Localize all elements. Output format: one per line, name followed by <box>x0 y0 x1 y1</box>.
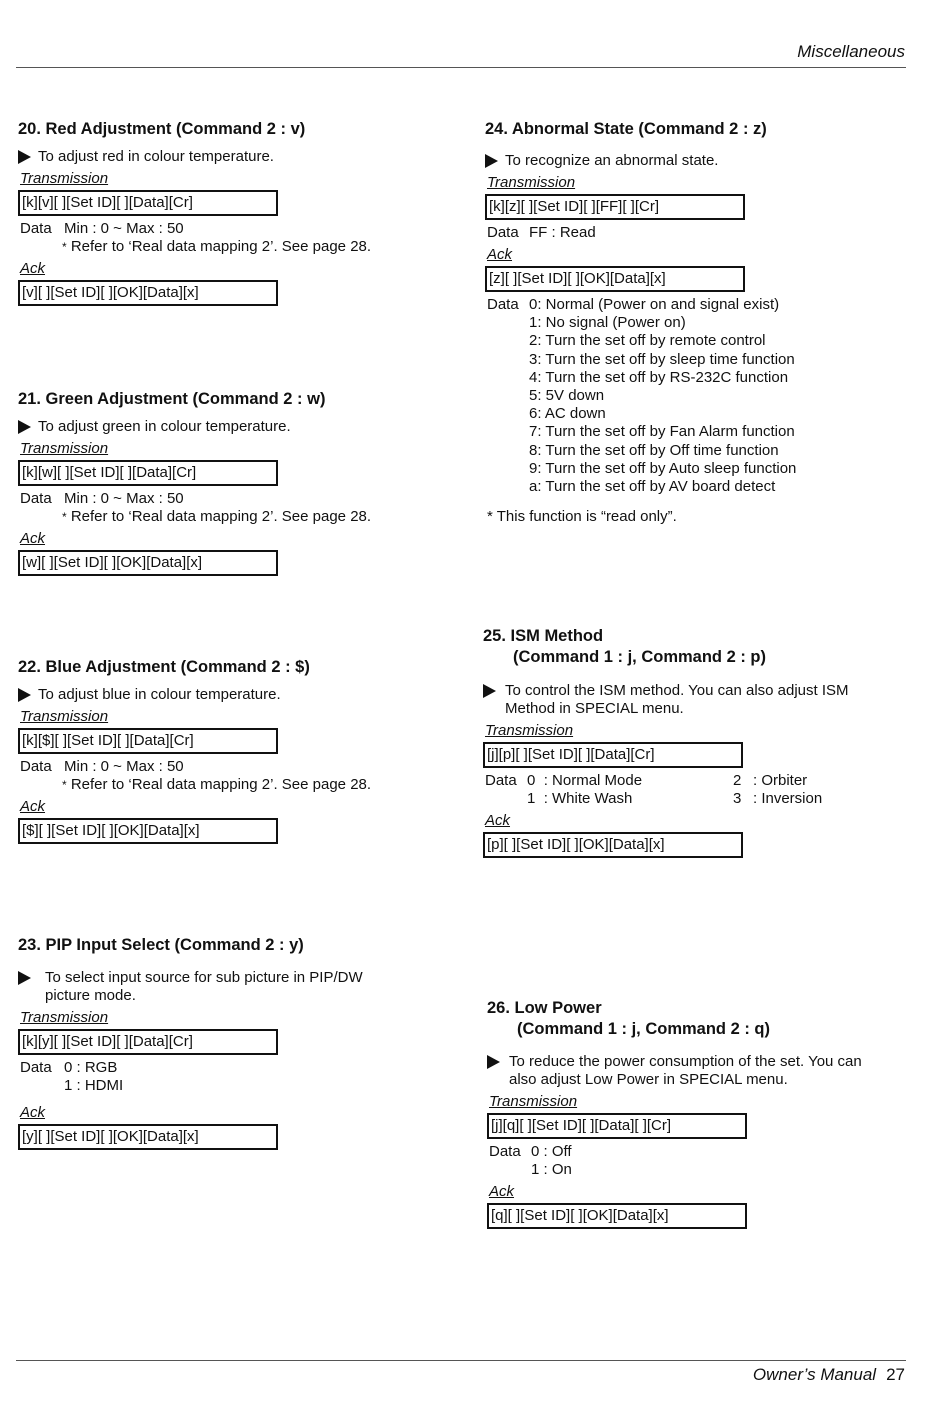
section-green-adjustment <box>18 389 438 576</box>
arrow-right-icon <box>18 420 31 434</box>
transmission-label: Transmission <box>20 170 109 187</box>
arrow-right-icon <box>483 684 496 698</box>
option-normal-mode: 0 : Normal Mode <box>527 772 643 789</box>
transmission-box: [k][v][ ][Set ID][ ][Data][Cr] <box>18 190 278 216</box>
section-description: To recognize an abnormal state. <box>485 152 905 170</box>
option-white-wash: 1 : White Wash <box>527 790 633 807</box>
status-code: 9: Turn the set off by Auto sleep function <box>529 459 797 477</box>
option-orbiter: : Orbiter <box>753 772 808 789</box>
ack-box: [y][ ][Set ID][ ][OK][Data][x] <box>18 1124 278 1150</box>
status-code: 5: 5V down <box>529 387 605 405</box>
ack-label: Ack <box>489 1183 515 1200</box>
transmission-box: [k][y][ ][Set ID][ ][Data][Cr] <box>18 1029 278 1055</box>
ack-box: [q][ ][Set ID][ ][OK][Data][x] <box>487 1203 747 1229</box>
page-number: 27 <box>886 1365 905 1384</box>
ack-label: Ack <box>20 1104 46 1121</box>
ack-label: Ack <box>485 812 511 829</box>
section-title: 22. Blue Adjustment (Command 2 : $) <box>18 658 310 676</box>
status-code: 0: Normal (Power on and signal exist) <box>529 296 780 313</box>
arrow-right-icon <box>18 150 31 164</box>
section-description: To adjust red in colour temperature. <box>18 148 438 166</box>
section-pip-input-select <box>18 935 408 1150</box>
header-title: Miscellaneous <box>797 42 905 61</box>
transmission-box: [j][q][ ][Set ID][ ][Data][ ][Cr] <box>487 1113 747 1139</box>
status-code: 6: AC down <box>529 405 606 423</box>
section-abnormal-state <box>485 119 905 526</box>
data-info: Data 0 : RGB 1 : HDMI <box>20 1059 124 1094</box>
section-blue-adjustment <box>18 657 438 844</box>
read-only-note: * This function is “read only”. <box>487 508 677 526</box>
ack-box: [p][ ][Set ID][ ][OK][Data][x] <box>483 832 743 858</box>
option-inversion: : Inversion <box>753 790 823 807</box>
ack-box: [$][ ][Set ID][ ][OK][Data][x] <box>18 818 278 844</box>
status-code: 4: Turn the set off by RS-232C function <box>529 368 789 386</box>
section-title: 20. Red Adjustment (Command 2 : v) <box>18 120 306 138</box>
ack-label: Ack <box>487 246 513 263</box>
section-red-adjustment <box>18 119 438 306</box>
transmission-box: [k][w][ ][Set ID][ ][Data][Cr] <box>18 460 278 486</box>
ack-label: Ack <box>20 530 46 547</box>
transmission-box: [k][z][ ][Set ID][ ][FF][ ][Cr] <box>485 194 745 220</box>
section-description: To control the ISM method. You can also adjust ISM Method in SPECIAL menu. <box>483 682 883 718</box>
arrow-right-icon <box>487 1055 500 1069</box>
transmission-label: Transmission <box>20 708 109 725</box>
section-description: To select input source for sub picture in PIP/DW picture mode. <box>18 969 408 1005</box>
ism-options: Data 0 : Normal Mode 2 : Orbiter 1 : White Wash 3 : Inversion <box>483 772 883 808</box>
data-info: Data 0 : Off 1 : On <box>489 1143 572 1178</box>
footer-label: Owner’s Manual <box>752 1365 877 1384</box>
transmission-label: Transmission <box>487 174 576 191</box>
data-info: Data FF : Read <box>487 224 596 241</box>
status-code: 8: Turn the set off by Off time function <box>529 441 779 459</box>
arrow-right-icon <box>18 688 31 702</box>
footer-rule <box>16 1360 906 1361</box>
data-info: Data Min : 0 ~ Max : 50 * Refer to ‘Real data mapping 2’. See page 28. <box>20 490 372 525</box>
status-code: 1: No signal (Power on) <box>529 314 686 332</box>
status-code: 2: Turn the set off by remote control <box>529 332 766 350</box>
section-title: 23. PIP Input Select (Command 2 : y) <box>18 936 304 954</box>
section-description: To adjust green in colour temperature. <box>18 418 438 436</box>
data-info: Data Min : 0 ~ Max : 50 * Refer to ‘Real data mapping 2’. See page 28. <box>20 220 372 255</box>
status-code: a: Turn the set off by AV board detect <box>529 478 776 496</box>
arrow-right-icon <box>485 154 498 168</box>
section-description: To reduce the power consumption of the set. You can also adjust Low Power in SPECIAL menu. <box>487 1053 887 1089</box>
ack-box: [v][ ][Set ID][ ][OK][Data][x] <box>18 280 278 306</box>
section-title: 25. ISM Method (Command 1 : j, Command 2 : p) <box>483 627 767 666</box>
arrow-right-icon <box>18 971 31 985</box>
ack-box: [w][ ][Set ID][ ][OK][Data][x] <box>18 550 278 576</box>
ack-label: Ack <box>20 260 46 277</box>
section-title: 24. Abnormal State (Command 2 : z) <box>485 120 767 138</box>
transmission-label: Transmission <box>489 1093 578 1110</box>
section-title: 21. Green Adjustment (Command 2 : w) <box>18 390 326 408</box>
ack-box: [z][ ][Set ID][ ][OK][Data][x] <box>485 266 745 292</box>
transmission-box: [j][p][ ][Set ID][ ][Data][Cr] <box>483 742 743 768</box>
status-codes: Data 0: Normal (Power on and signal exist) 1: No signal (Power on) 2: Turn the set off by remote control 3: Turn the set off by sleep time function 4: Turn the set off by RS-232C function 5: 5V down 6: AC down 7: Turn the set off by Fan Alarm function 8: Turn the set off by Off time function 9: Turn the set off by Auto sleep function a: Turn the set off by AV board detect <box>487 296 797 496</box>
data-info: Data Min : 0 ~ Max : 50 * Refer to ‘Real data mapping 2’. See page 28. <box>20 758 372 793</box>
section-ism-method <box>483 626 883 858</box>
transmission-label: Transmission <box>20 1009 109 1026</box>
transmission-label: Transmission <box>485 722 574 739</box>
section-low-power <box>487 998 887 1229</box>
transmission-box: [k][$][ ][Set ID][ ][Data][Cr] <box>18 728 278 754</box>
status-code: 7: Turn the set off by Fan Alarm function <box>529 423 795 441</box>
status-code: 3: Turn the set off by sleep time function <box>529 350 795 368</box>
footer <box>753 1365 905 1385</box>
transmission-label: Transmission <box>20 440 109 457</box>
ack-label: Ack <box>20 798 46 815</box>
section-description: To adjust blue in colour temperature. <box>18 686 438 704</box>
header-rule <box>16 67 906 68</box>
section-title: 26. Low Power (Command 1 : j, Command 2 : q) <box>487 999 771 1038</box>
